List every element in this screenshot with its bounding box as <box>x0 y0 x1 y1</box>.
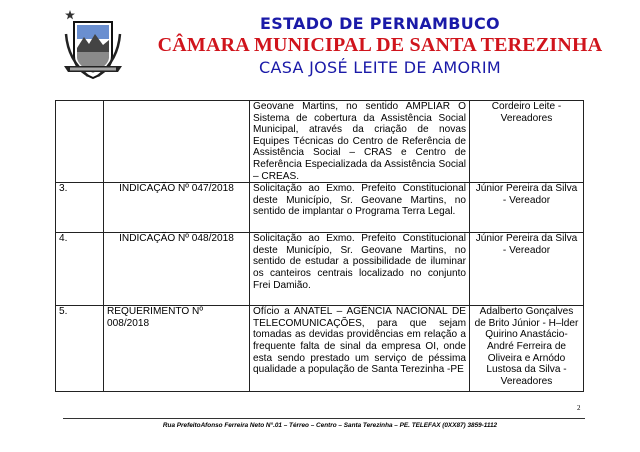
item-number: 5. <box>56 306 104 392</box>
item-title <box>104 101 250 183</box>
header-house: CASA JOSÉ LEITE DE AMORIM <box>259 58 501 77</box>
item-title: INDICAÇÃO Nº 047/2018 <box>104 183 250 233</box>
item-number: 3. <box>56 183 104 233</box>
agenda-table <box>55 100 584 392</box>
item-description: Geovane Martins, no sentido AMPLIAR O Sistema de cobertura da Assistência Social Municipal, através da criação de novas Equipes Técnicas do Centro de Referência de Assistência Social – CRAS e Centro de Referência Especializada da Assistência Social – CREAS. <box>250 101 470 183</box>
table-row <box>56 233 584 306</box>
municipal-crest-icon <box>58 4 128 84</box>
item-author: Cordeiro Leite - Vereadores <box>470 101 584 183</box>
header-chamber: CÂMARA MUNICIPAL DE SANTA TEREZINHA <box>157 34 603 56</box>
table-row <box>56 183 584 233</box>
item-author: Júnior Pereira da Silva - Vereador <box>470 183 584 233</box>
header-state: ESTADO DE PERNAMBUCO <box>260 14 500 33</box>
footer-address: Rua PrefeitoAfonso Ferreira Neto N°.01 – Térreo – Centro – Santa Terezinha – PE. TELEFAX (0XX87) 3859-1112 <box>162 422 498 429</box>
item-title: REQUERIMENTO Nº 008/2018 <box>104 306 250 392</box>
item-author: Júnior Pereira da Silva - Vereador <box>470 233 584 306</box>
item-number: 4. <box>56 233 104 306</box>
item-description: Solicitação ao Exmo. Prefeito Constitucional deste Município, Sr. Geovane Martins, no sentido de implantar o Programa Terra Legal. <box>250 183 470 233</box>
item-description: Solicitação ao Exmo. Prefeito Constitucional deste Município, Sr. Geovane Martins, no sentido de estudar a possibilidade de iluminar os canteiros centrais localizado no conjunto Frei Damião. <box>250 233 470 306</box>
table-row <box>56 101 584 183</box>
item-title: INDICAÇÃO Nº 048/2018 <box>104 233 250 306</box>
page-number: 2 <box>577 404 581 412</box>
item-number <box>56 101 104 183</box>
footer-divider <box>63 418 585 419</box>
item-author: Adalberto Gonçalves de Brito Júnior - H–lder Quirino Anastácio- André Ferreira de Oliveira e Arnódo Lustosa da Silva - Vereadores <box>470 306 584 392</box>
item-description: Ofício a ANATEL – AGÊNCIA NACIONAL DE TELECOMUNICAÇÕES, para que sejam tomadas as devidas providências em relação a frequente falta de sinal da empresa OI, onde esta sendo prestado um serviço de péssima qualidade a população de Santa Terezinha -PE <box>250 306 470 392</box>
table-row <box>56 306 584 392</box>
